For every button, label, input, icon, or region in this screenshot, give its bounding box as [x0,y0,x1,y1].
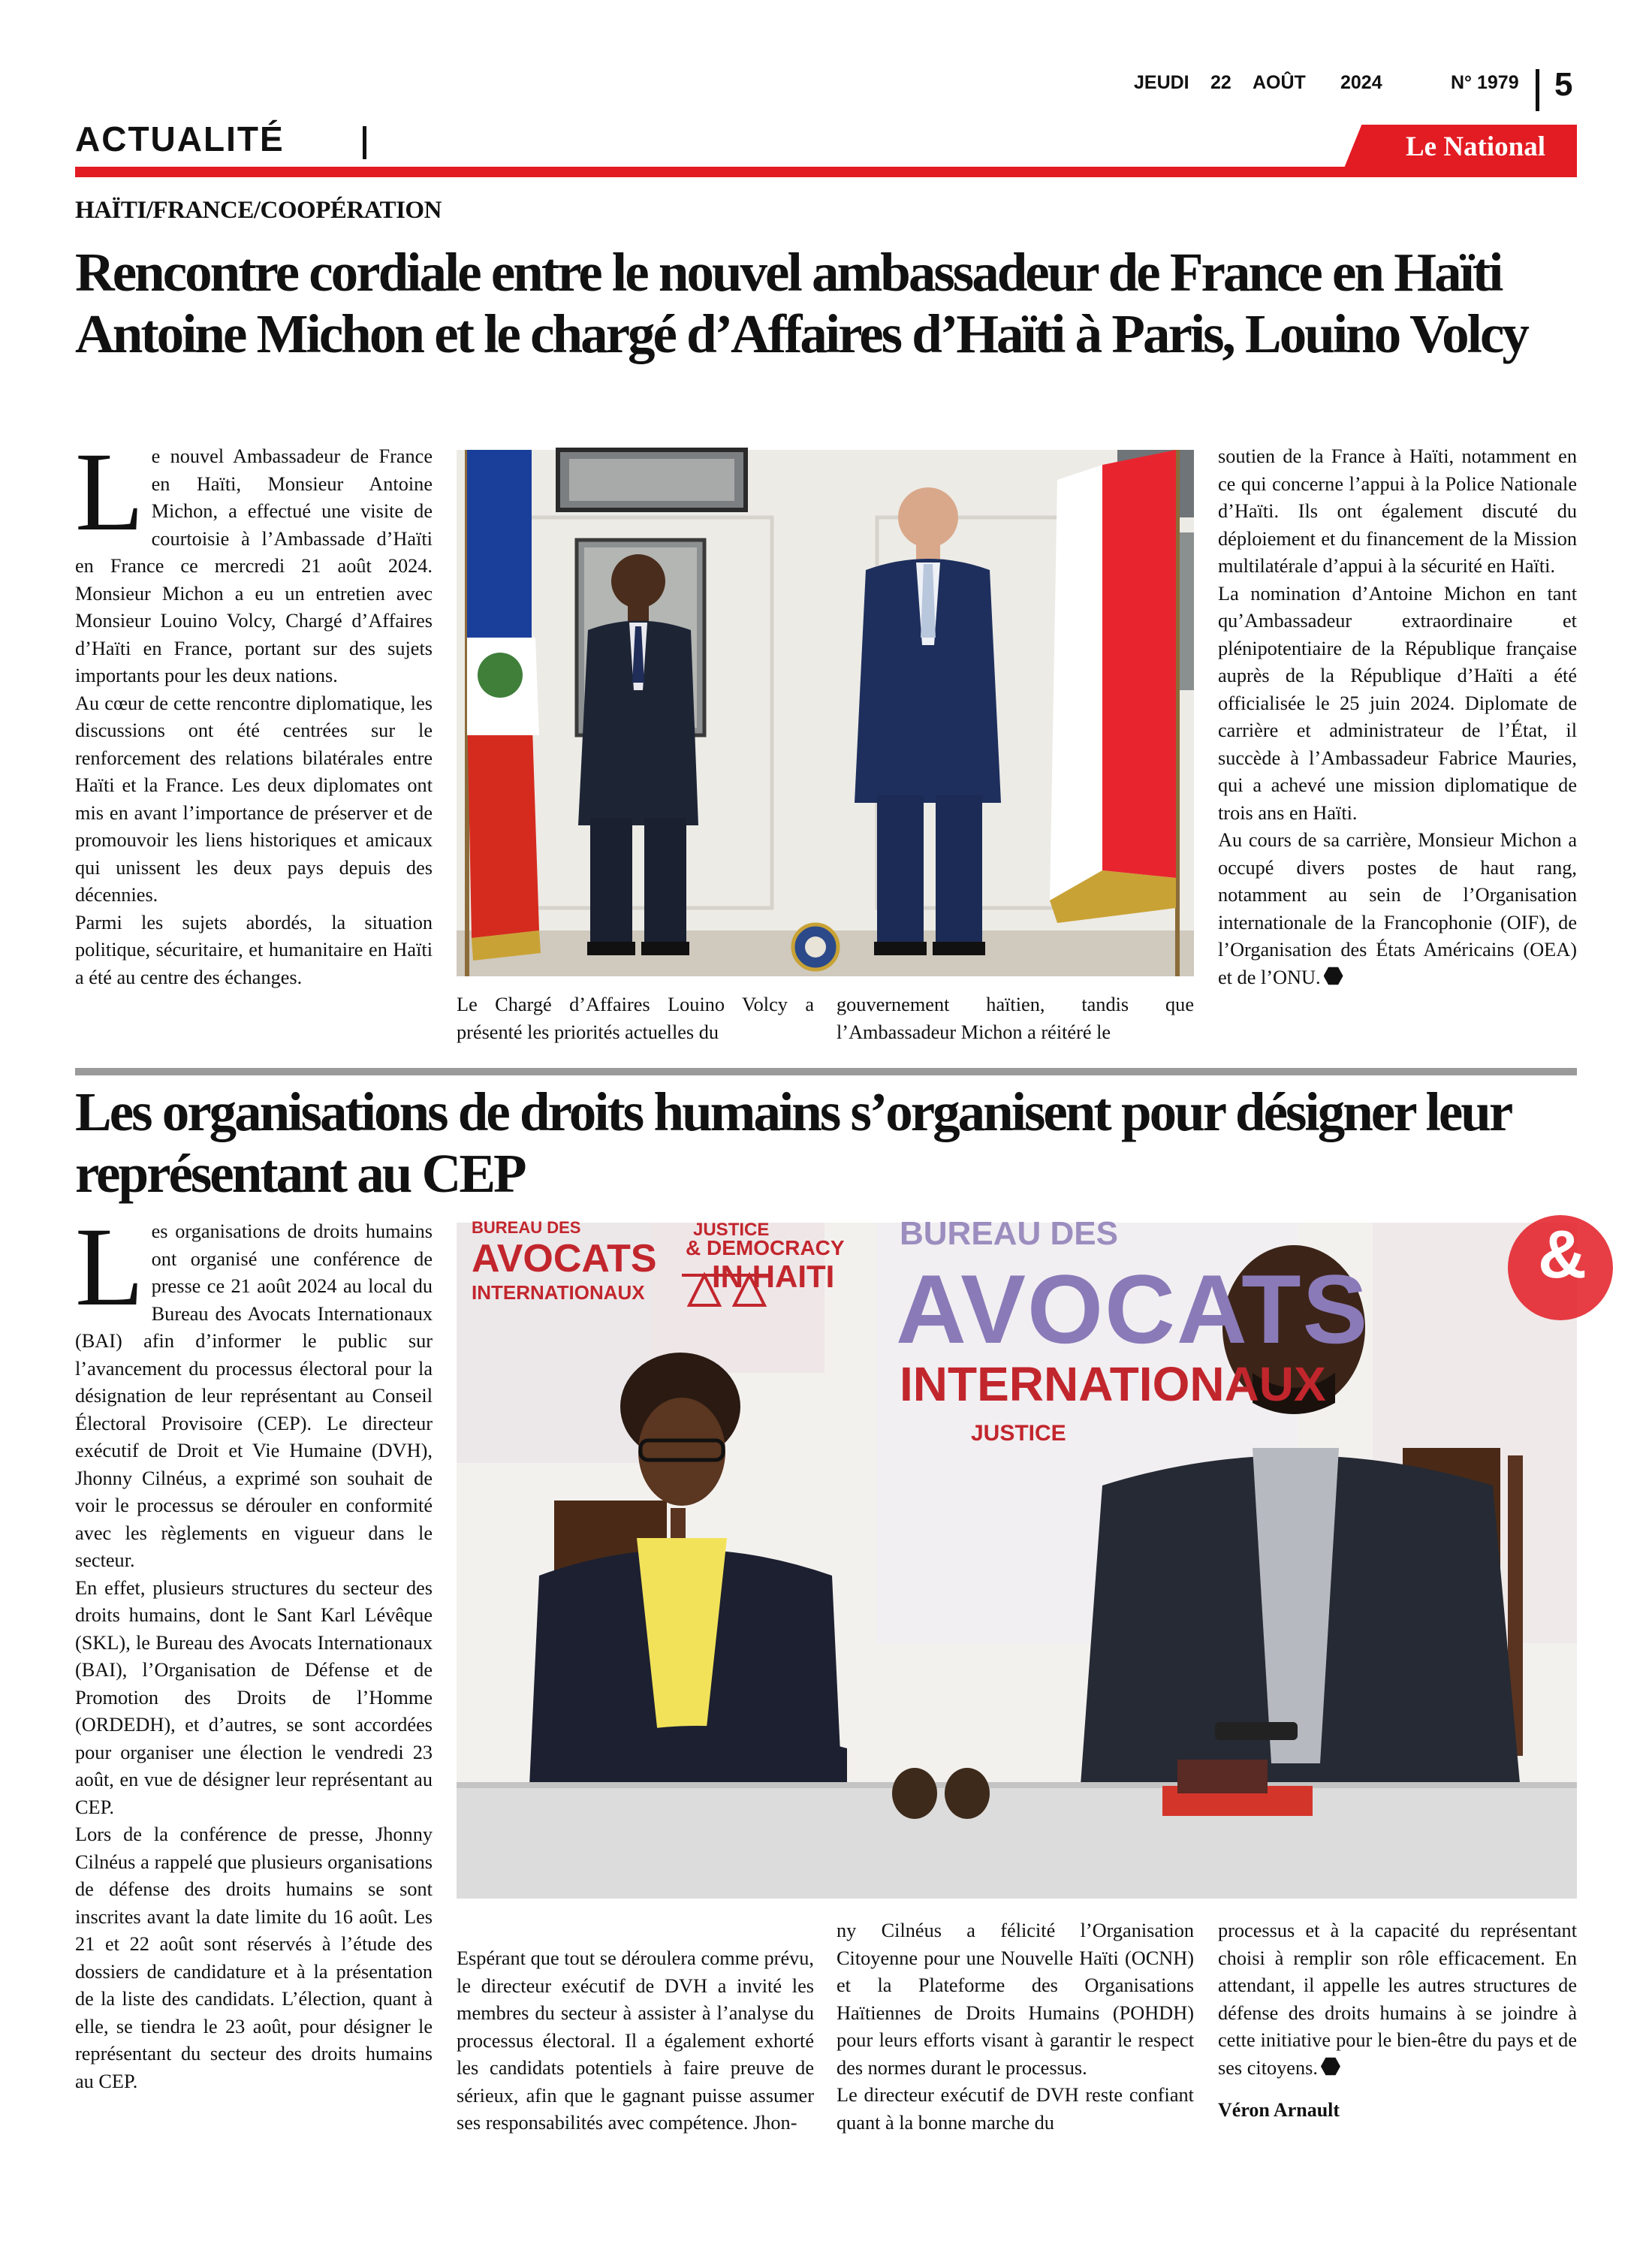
article1-paragraph-2: Au cœur de cette rencontre diplomatique, les discussions ont été centrées sur le renforcement des relations bilatérales entre Haïti et la France. Les deux diplomates ont mis en avant l’importance de préserver et de promouvoir les liens historiques et amicaux qui unissent les deux pays depuis des décennies. [75,692,433,906]
article1-paragraph-3: Parmi les sujets abordés, la situation politique, sécuritaire, et humanitaire en Haïti a été au centre des échanges. [75,911,433,988]
page-number: 5 [1554,66,1573,103]
article1-column-3-text: gouvernement haïtien, tandis que l’Ambassadeur Michon a réitéré le [837,994,1194,1043]
banner-right-sub: INTERNATIONAUX [900,1357,1326,1411]
article2-column-1 [75,1205,433,2164]
header-red-rule [75,167,1577,177]
banner-left-main: AVOCATS [472,1237,657,1280]
author-signature: Véron Arnault [1218,2099,1340,2121]
article1-column-2-text: Le Chargé d’Affaires Louino Volcy a présenté les priorités actuelles du [457,994,814,1043]
issue-month: AOÛT [1253,72,1306,93]
end-of-article-icon [1321,2057,1340,2077]
issue-date-number: 22 [1210,72,1231,93]
article1-headline: Rencontre cordiale entre le nouvel ambassadeur de France en Haïti Antoine Michon et le chargé d’Affaires d’Haïti à Paris, Louino Volcy [75,242,1527,364]
article1-column-4-paragraph-1: soutien de la France à Haïti, notamment en ce qui concerne l’appui à la Police Nationale d’Haïti. Ils ont également discuté du déploiement et du financement de la Mission multilatérale d’appui à la sécurité en Haïti. [1218,445,1577,577]
section-divider [363,126,366,159]
article1-dropcap: L [75,430,144,554]
article1-paragraph-1: e nouvel Ambassadeur de France en Haïti, Monsieur Antoine Michon, a effectué une visite de courtoisie à l’Ambassade d’Haïti en France ce mercredi 21 août 2024. Monsieur Michon a eu un entretien avec Monsieur Louino Volcy, Chargé d’Affaires d’Haïti en France, portant sur des sujets importants pour les deux nations. [75,445,433,686]
article2-column-2 [457,1945,814,2170]
article2-column-3-paragraph-2: Le directeur exécutif de DVH reste confiant quant à la bonne marche du [837,2084,1194,2134]
banner-center-sub: & DEMOCRACY [686,1236,845,1259]
article2-paragraph-1: es organisations de droits humains ont organisé une conférence de presse ce 21 août 2024 au local du Bureau des Avocats Internationaux (BAI) afin d’informer le public sur l’avancement du processus électoral pour la désignation de leur représentant au Conseil Électoral Provisoire (CEP). Le directeur exécutif de Droit et Vie Humaine (DVH), Jhonny Cilnéus, a exprimé son souhait de voir le processus se dérouler en conformité avec les règlements en vigueur dans le secteur. [75,1220,433,1571]
banner-right-small: JUSTICE [971,1421,1066,1446]
diplomats-photo [457,450,1194,976]
article2-paragraph-3: Lors de la conférence de presse, Jhonny Cilnéus a rappelé que plusieurs organisations de défense des droits humains se sont inscrites avant la date limite du 16 août. Les 21 et 22 août sont réservés à l’étude des dossiers de candidature et à la présentation de la liste des candidats. L’élection, quant à elle, se tiendra le 23 août, pour désigner le représentant du secteur des droits humains au CEP. [75,1823,433,2092]
article1-column-1 [75,430,433,1051]
article1-photo [457,450,1194,976]
article-separator [75,1068,1577,1075]
article2-dropcap: L [75,1205,144,1329]
article2-column-2-text: Espérant que tout se déroulera comme prévu, le directeur exécutif de DVH a invité les membres du secteur à assister à l’analyse du processus électoral. Il a également exhorté les candidats potentiels à faire preuve de sérieux, afin que le gagnant puisse assumer ses responsabilités avec compétence. Jhon- [457,1947,814,2134]
end-of-article-icon [1324,967,1343,986]
issue-year: 2024 [1340,72,1382,93]
banner-center-top: JUSTICE [693,1220,770,1240]
article1-column-2 [457,991,814,1051]
banner-right-top: BUREAU DES [900,1215,1118,1252]
issue-number: N° 1979 [1451,72,1519,93]
article2-headline: Les organisations de droits humains s’organisent pour désigner leur représentant au CEP [75,1081,1510,1204]
article2-column-4 [1218,1917,1577,2173]
article2-photo [457,1215,1587,1899]
article1-column-4-paragraph-3: Au cours de sa carrière, Monsieur Michon a occupé divers postes de haut rang, notamment au sein de l’Organisation internationale de la Francophonie (OIF), de l’Organisation des États Américains (OEA) et de l’ONU. [1218,829,1577,988]
article1-kicker: HAÏTI/FRANCE/COOPÉRATION [75,197,442,224]
banner-center-main: IN HAITI [712,1259,835,1294]
banner-left-sub: INTERNATIONAUX [472,1281,645,1304]
article1-column-4 [1218,443,1577,1059]
section-title: ACTUALITÉ [75,119,285,158]
article2-column-3-paragraph-1: ny Cilnéus a félicité l’Organisation Citoyenne pour une Nouvelle Haïti (OCNH) et la Plateforme des Organisations Haïtiennes de Droits Humains (POHDH) pour leurs efforts visant à garantir le respect des normes durant le processus. [837,1920,1194,2079]
article2-paragraph-2: En effet, plusieurs structures du secteur des droits humains, dont le Sant Karl Lévêque (SKL), le Bureau des Avocats Internationaux (BAI), l’Organisation de Défense et de Promotion des Droits de l’Homme (ORDEDH), et d’autres, se sont accordées pour organiser une élection le vendredi 23 août, en vue de désigner leur représentant au CEP. [75,1576,433,1818]
brand-name: Le National [1405,131,1546,162]
page-number-divider [1536,69,1539,111]
banner-right-main: AVOCATS [896,1254,1370,1364]
article2-column-3 [837,1917,1194,2173]
article1-column-3 [837,991,1194,1051]
issue-day: JEUDI [1134,72,1189,93]
article2-column-4-text: processus et à la capacité du représentant choisi à remplir son rôle efficacement. En attendant, il appelle les autres structures de défense des droits humains à se joindre à cette initiative pour le bien-être du pays et de ses citoyens. [1218,1920,1577,2079]
banner-left-top: BUREAU DES [472,1218,581,1237]
article1-column-4-paragraph-2: La nomination d’Antoine Michon en tant qu’Ambassadeur extraordinaire et plénipotentiaire de la République française auprès de la République d’Haïti a été officialisée le 25 juin 2024. Diplomate de carrière et administrateur de l’État, il succède à l’Ambassadeur Fabrice Mauries, qui a achevé une mission diplomatique de trois ans en Haïti. [1218,582,1577,824]
banner-right-ampersand: & [1538,1217,1587,1292]
